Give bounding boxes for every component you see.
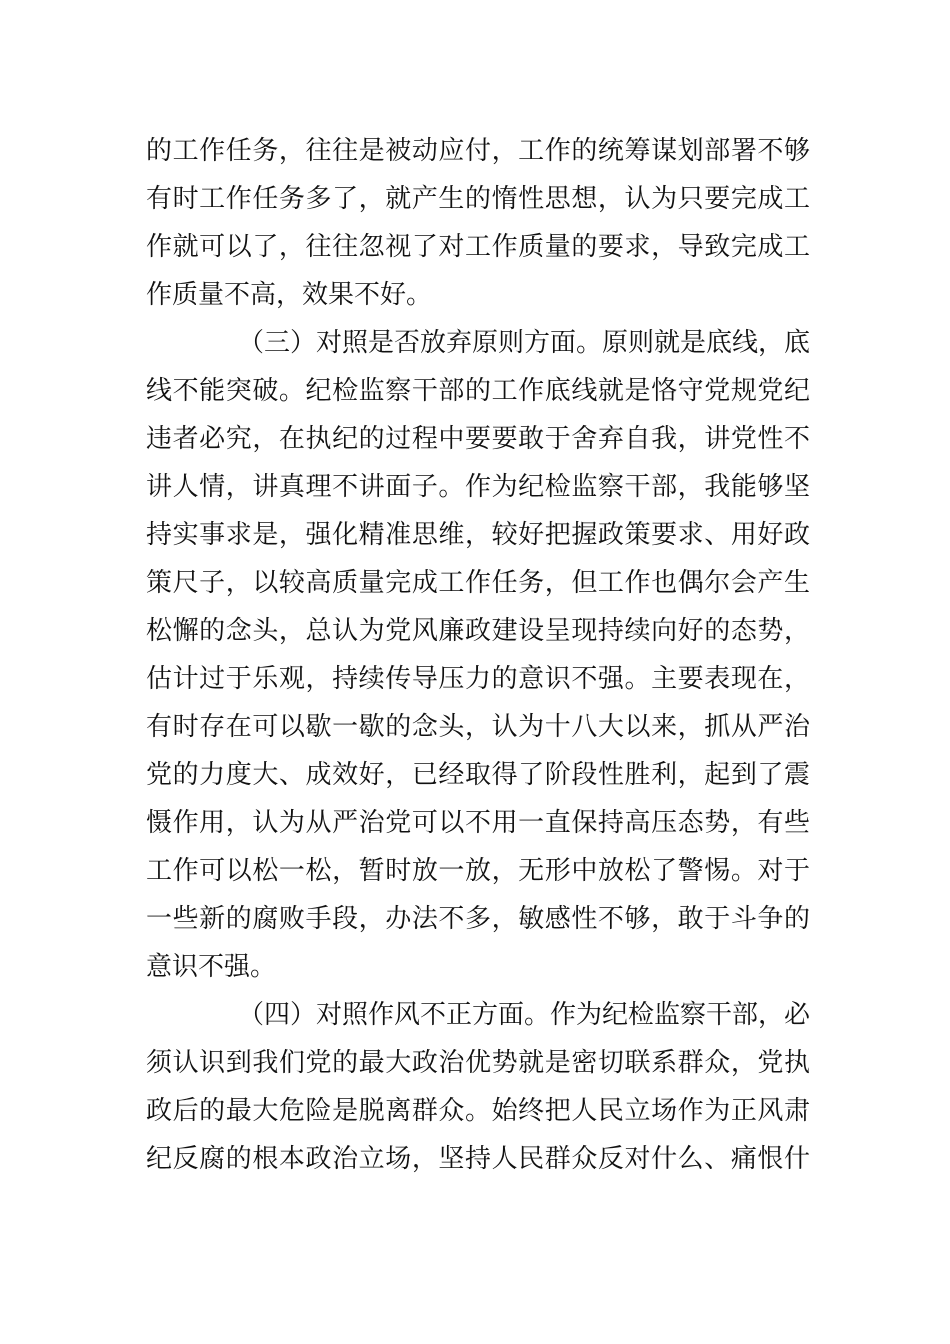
text-line: 作就可以了，往往忽视了对工作质量的要求，导致完成工 xyxy=(146,232,810,262)
text-line: 估计过于乐观，持续传导压力的意识不强。主要表现在， xyxy=(146,664,810,694)
text-line: 的工作任务，往往是被动应付，工作的统筹谋划部署不够 xyxy=(146,136,810,166)
section-heading-four: （四）对照作风不正方面。作为纪检监察干部，必 xyxy=(238,1000,811,1030)
text-line: 有时工作任务多了，就产生的惰性思想，认为只要完成工 xyxy=(146,184,810,214)
text-line: 讲人情，讲真理不讲面子。作为纪检监察干部，我能够坚 xyxy=(146,472,810,502)
text-line: 松懈的念头，总认为党风廉政建设呈现持续向好的态势， xyxy=(146,616,810,646)
text-line: 持实事求是，强化精准思维，较好把握政策要求、用好政 xyxy=(146,520,810,550)
text-line: 意识不强。 xyxy=(146,952,277,982)
text-line: 须认识到我们党的最大政治优势就是密切联系群众，党执 xyxy=(146,1048,810,1078)
text-line: 有时存在可以歇一歇的念头，认为十八大以来，抓从严治 xyxy=(146,712,810,742)
document-body xyxy=(146,127,810,1183)
text-line: 一些新的腐败手段，办法不多，敏感性不够，敢于斗争的 xyxy=(146,904,810,934)
text-line: 纪反腐的根本政治立场，坚持人民群众反对什么、痛恨什 xyxy=(146,1144,810,1174)
text-line: 工作可以松一松，暂时放一放，无形中放松了警惕。对于 xyxy=(146,856,810,886)
text-line: 违者必究，在执纪的过程中要要敢于舍弃自我，讲党性不 xyxy=(146,424,810,454)
text-line: 策尺子，以较高质量完成工作任务，但工作也偶尔会产生 xyxy=(146,568,810,598)
text-line: 党的力度大、成效好，已经取得了阶段性胜利，起到了震 xyxy=(146,760,810,790)
text-line: 政后的最大危险是脱离群众。始终把人民立场作为正风肃 xyxy=(146,1096,810,1126)
text-line: 作质量不高，效果不好。 xyxy=(146,280,433,310)
section-heading-three: （三）对照是否放弃原则方面。原则就是底线，底 xyxy=(238,328,811,358)
text-line: 慑作用，认为从严治党可以不用一直保持高压态势，有些 xyxy=(146,808,810,838)
text-line: 线不能突破。纪检监察干部的工作底线就是恪守党规党纪 xyxy=(146,376,810,406)
